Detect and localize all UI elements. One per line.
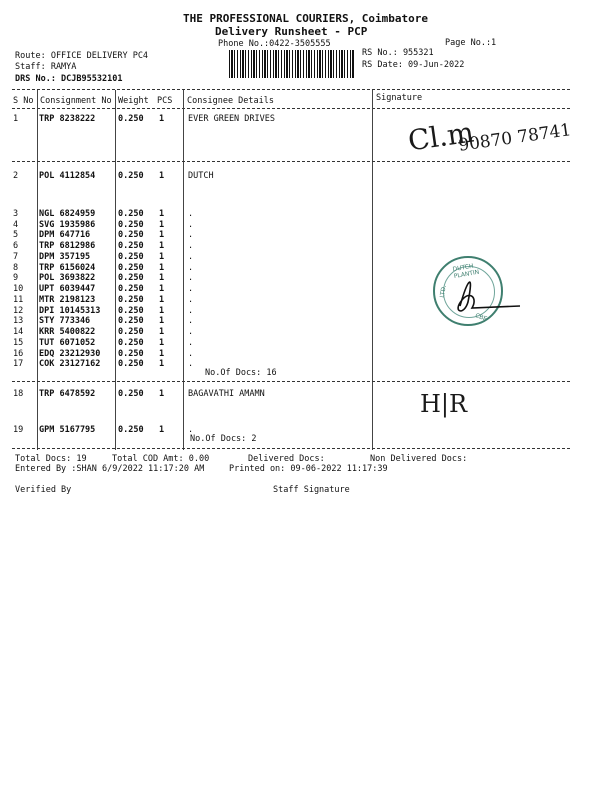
row-consignee: .	[188, 241, 194, 251]
row-cn: TRP 6812986	[39, 241, 96, 251]
row-pcs: 1	[159, 425, 165, 435]
row-sno: 5	[13, 230, 19, 240]
row-cn: SVG 1935986	[39, 220, 96, 230]
entered-by: Entered By :SHAN 6/9/2022 11:17:20 AM	[15, 464, 205, 474]
row-pcs: 1	[159, 295, 165, 305]
row-sno: 19	[13, 425, 24, 435]
row-consignee: .	[188, 230, 194, 240]
row-sno: 3	[13, 209, 19, 219]
col-line	[183, 90, 184, 450]
row-cn: TRP 6156024	[39, 263, 96, 273]
staff-signature: Staff Signature	[273, 485, 350, 495]
row-pcs: 1	[159, 284, 165, 294]
row-sno: 13	[13, 316, 24, 326]
handwritten-phone: 90870 78741	[457, 120, 573, 156]
row-consignee: .	[188, 295, 194, 305]
row-sno: 7	[13, 252, 19, 262]
handwritten-signature-1: Cl.m	[406, 115, 476, 158]
row-pcs: 1	[159, 114, 165, 124]
group1-doc-count: No.Of Docs: 16	[205, 368, 277, 378]
row-cn: COK 23127162	[39, 359, 101, 369]
row-consignee: .	[188, 263, 194, 273]
row-cn: EDQ 23212930	[39, 349, 101, 359]
row-consignee: .	[188, 359, 194, 369]
row-wt: 0.250	[118, 252, 144, 262]
row-consignee: .	[188, 316, 194, 326]
row-consignee: .	[188, 338, 194, 348]
row-pcs: 1	[159, 359, 165, 369]
col-line	[115, 90, 116, 450]
row-cn: POL 3693822	[39, 273, 96, 283]
divider-top	[12, 89, 570, 90]
phone-number: Phone No.:0422-3505555	[218, 39, 331, 49]
divider-group1	[12, 381, 570, 382]
row-pcs: 1	[159, 263, 165, 273]
row-cn: TRP 6478592	[39, 389, 96, 399]
row-wt: 0.250	[118, 316, 144, 326]
row-pcs: 1	[159, 338, 165, 348]
row-wt: 0.250	[118, 349, 144, 359]
row-wt: 0.250	[118, 114, 144, 124]
company-stamp: DUTCH PLANTIN LTD. CBE	[433, 256, 503, 326]
row-wt: 0.250	[118, 209, 144, 219]
row-cn: GPM 5167795	[39, 425, 96, 435]
row-sno: 6	[13, 241, 19, 251]
col-line	[372, 90, 373, 450]
row-wt: 0.250	[118, 230, 144, 240]
row-sno: 4	[13, 220, 19, 230]
row-cn: TUT 6071052	[39, 338, 96, 348]
row-pcs: 1	[159, 349, 165, 359]
col-consignee: Consignee Details	[187, 96, 274, 106]
row-cn: DPM 357195	[39, 252, 91, 262]
document-title: Delivery Runsheet - PCP	[215, 25, 368, 38]
drs-number: DRS No.: DCJB95532101	[15, 74, 123, 84]
row-cn: STY 773346	[39, 316, 91, 326]
row-consignee: EVER GREEN DRIVES	[188, 114, 275, 124]
row-consignee: .	[188, 425, 194, 435]
row-cn: KRR 5400822	[39, 327, 96, 337]
row-consignee: BAGAVATHI AMAMN	[188, 389, 265, 399]
barcode	[229, 50, 355, 78]
row-consignee: .	[188, 209, 194, 219]
row-sno: 18	[13, 389, 24, 399]
row-sno: 15	[13, 338, 24, 348]
row-pcs: 1	[159, 209, 165, 219]
row-pcs: 1	[159, 220, 165, 230]
row-wt: 0.250	[118, 359, 144, 369]
row-pcs: 1	[159, 306, 165, 316]
row-wt: 0.250	[118, 389, 144, 399]
row-pcs: 1	[159, 389, 165, 399]
row-consignee: .	[188, 220, 194, 230]
row-wt: 0.250	[118, 306, 144, 316]
row-cn: NGL 6824959	[39, 209, 96, 219]
col-sno: S No	[13, 96, 34, 106]
row-pcs: 1	[159, 316, 165, 326]
row-wt: 0.250	[118, 171, 144, 181]
row-pcs: 1	[159, 327, 165, 337]
verified-by: Verified By	[15, 485, 72, 495]
row-wt: 0.250	[118, 263, 144, 273]
row-pcs: 1	[159, 230, 165, 240]
row-sno: 2	[13, 171, 19, 181]
row-consignee: .	[188, 252, 194, 262]
row-sno: 17	[13, 359, 24, 369]
total-docs: Total Docs: 19	[15, 454, 87, 464]
row-pcs: 1	[159, 171, 165, 181]
printed-on: Printed on: 09-06-2022 11:17:39	[229, 464, 388, 474]
row-cn: DPM 647716	[39, 230, 91, 240]
col-consignment: Consignment No	[40, 96, 112, 106]
row-consignee: .	[188, 273, 194, 283]
rs-date: RS Date: 09-Jun-2022	[362, 60, 465, 70]
row-sno: 8	[13, 263, 19, 273]
row-wt: 0.250	[118, 425, 144, 435]
row-pcs: 1	[159, 241, 165, 251]
row-wt: 0.250	[118, 295, 144, 305]
row-cn: DPI 10145313	[39, 306, 101, 316]
row-consignee: .	[188, 284, 194, 294]
page-number: Page No.:1	[445, 38, 497, 48]
divider-group2	[12, 448, 570, 449]
row-sno: 14	[13, 327, 24, 337]
row-consignee: .	[188, 306, 194, 316]
row-sno: 10	[13, 284, 24, 294]
route: Route: OFFICE DELIVERY PC4	[15, 51, 149, 61]
row-consignee: DUTCH	[188, 171, 214, 181]
group2-doc-count: No.Of Docs: 2	[190, 434, 257, 444]
col-line	[37, 90, 38, 450]
rs-number: RS No.: 955321	[362, 48, 434, 58]
row-sno: 16	[13, 349, 24, 359]
row-wt: 0.250	[118, 241, 144, 251]
staff: Staff: RAMYA	[15, 62, 77, 72]
non-delivered-docs: Non Delivered Docs:	[370, 454, 468, 464]
row-wt: 0.250	[118, 273, 144, 283]
divider-row1	[12, 161, 570, 162]
stamp-signature	[440, 268, 530, 328]
handwritten-signature-3: H|R	[420, 390, 468, 418]
row-wt: 0.250	[118, 220, 144, 230]
row-pcs: 1	[159, 252, 165, 262]
total-cod: Total COD Amt: 0.00	[112, 454, 210, 464]
row-wt: 0.250	[118, 338, 144, 348]
row-sno: 9	[13, 273, 19, 283]
row-cn: TRP 8238222	[39, 114, 96, 124]
row-cn: POL 4112854	[39, 171, 96, 181]
row-cn: MTR 2198123	[39, 295, 96, 305]
col-signature: Signature	[376, 93, 423, 103]
row-consignee: .	[188, 349, 194, 359]
row-wt: 0.250	[118, 284, 144, 294]
company-name: THE PROFESSIONAL COURIERS, Coimbatore	[183, 12, 429, 25]
row-consignee: .	[188, 327, 194, 337]
row-wt: 0.250	[118, 327, 144, 337]
row-cn: UPT 6039447	[39, 284, 96, 294]
col-weight: Weight	[118, 96, 149, 106]
divider-header	[12, 108, 570, 109]
row-sno: 12	[13, 306, 24, 316]
delivered-docs: Delivered Docs:	[248, 454, 325, 464]
row-sno: 11	[13, 295, 24, 305]
row-sno: 1	[13, 114, 19, 124]
col-pcs: PCS	[157, 96, 173, 106]
row-pcs: 1	[159, 273, 165, 283]
